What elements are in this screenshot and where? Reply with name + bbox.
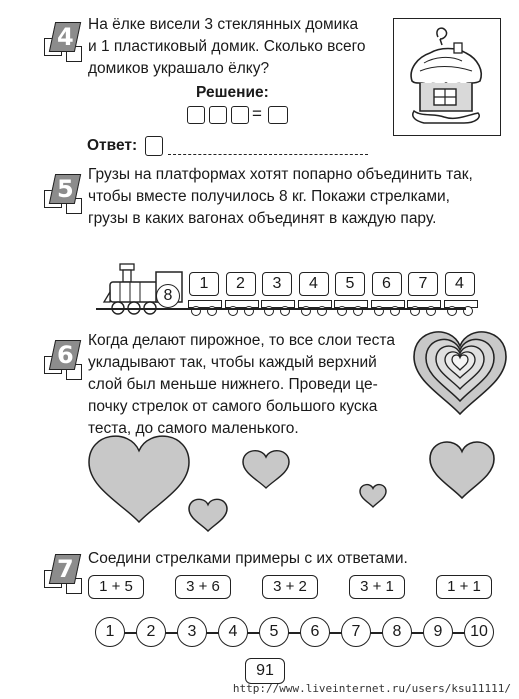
task-7-number: 7: [56, 555, 74, 583]
task-5-line-3: грузы в каких вагонах объединят в каждую пару.: [88, 210, 437, 227]
heart-small-center[interactable]: [189, 499, 227, 531]
task-5-line-2: чтобы вместе получилось 8 кг. Покажи стрелками,: [88, 188, 450, 205]
task-4-number: 4: [56, 23, 74, 51]
answer-circle[interactable]: 10: [464, 617, 494, 647]
wagon-load[interactable]: 6: [372, 272, 402, 296]
wagon-load[interactable]: 1: [189, 272, 219, 296]
task-6-line-2: укладывают так, чтобы каждый верхний: [88, 354, 377, 371]
examples-row: [0, 575, 519, 601]
example-card[interactable]: 1 + 1: [436, 575, 492, 599]
task-6-line-1: Когда делают пирожное, то все слои теста: [88, 332, 395, 349]
heart-large-right[interactable]: [430, 442, 494, 498]
layered-heart-icon: [414, 332, 506, 414]
wagon-load[interactable]: 5: [335, 272, 365, 296]
heart-tiny-right[interactable]: [360, 485, 386, 507]
task-6-number: 6: [56, 341, 74, 369]
wagon-load[interactable]: 4: [445, 272, 475, 296]
task-6-line-3: слой был меньше нижнего. Проведи це-: [88, 376, 378, 393]
answer-circle[interactable]: 7: [341, 617, 371, 647]
task-7-instruction: Соедини стрелками примеры с их ответами.: [88, 550, 408, 567]
example-card[interactable]: 1 + 5: [88, 575, 144, 599]
task-4-line-3: домиков украшало ёлку?: [88, 60, 270, 77]
locomotive-load-circle: 8: [156, 284, 180, 308]
answer-circle[interactable]: 2: [136, 617, 166, 647]
answer-circle[interactable]: 5: [259, 617, 289, 647]
task-6-line-5: теста, до самого маленького.: [88, 420, 299, 437]
answer-circle[interactable]: 9: [423, 617, 453, 647]
page-number: 91: [245, 658, 285, 684]
equals-sign: =: [252, 104, 262, 123]
wagon-load[interactable]: 3: [262, 272, 292, 296]
answer-circle[interactable]: 4: [218, 617, 248, 647]
task-5-line-1: Грузы на платформах хотят попарно объединить так,: [88, 166, 473, 183]
example-card[interactable]: 3 + 2: [262, 575, 318, 599]
example-card[interactable]: 3 + 6: [175, 575, 231, 599]
task-5-number: 5: [56, 175, 74, 203]
watermark-url: http://www.liveinternet.ru/users/ksu11111/: [232, 682, 511, 695]
answer-circle[interactable]: 3: [177, 617, 207, 647]
heart-large-left[interactable]: [89, 436, 189, 522]
task-6-line-4: почку стрелок от самого большого куска: [88, 398, 378, 415]
answer-circle[interactable]: 8: [382, 617, 412, 647]
wagon-load[interactable]: 4: [299, 272, 329, 296]
heart-medium-center[interactable]: [243, 451, 289, 488]
task-4-line-1: На ёлке висели 3 стеклянных домика: [88, 16, 359, 33]
answer-label: Ответ:: [87, 137, 138, 154]
task-4-line-2: и 1 пластиковый домик. Сколько всего: [88, 38, 366, 55]
answer-circle[interactable]: 6: [300, 617, 330, 647]
wagon-load[interactable]: 7: [408, 272, 438, 296]
example-card[interactable]: 3 + 1: [349, 575, 405, 599]
wagon-load[interactable]: 2: [226, 272, 256, 296]
solution-label: Решение:: [196, 84, 269, 101]
answers-row: [0, 617, 519, 649]
answer-circle[interactable]: 1: [95, 617, 125, 647]
